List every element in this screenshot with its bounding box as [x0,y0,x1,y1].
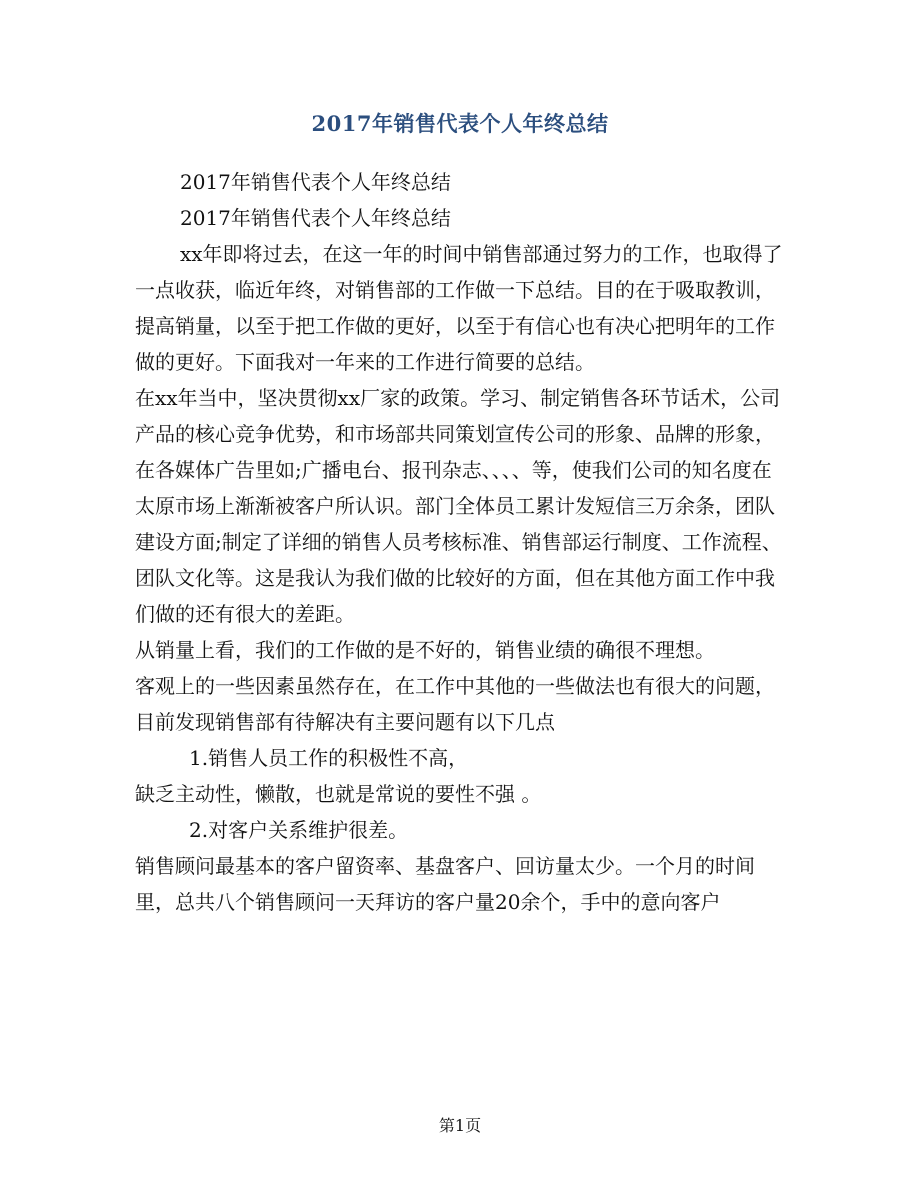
paragraph: xx年即将过去，在这一年的时间中销售部通过努力的工作，也取得了一点收获，临近年终，对销售部的工作做一下总结。目的在于吸取教训，提高销量，以至于把工作做的更好，以至于有信心也有决心把明年的工作做的更好。下面我对一年来的工作进行简要的总结。 [135,242,783,374]
paragraph: 在xx年当中，坚决贯彻xx厂家的政策。学习、制定销售各环节话术，公司产品的核心竞争优势，和市场部共同策划宣传公司的形象、品牌的形象，在各媒体广告里如;广播电台、报刊杂志、、、、等，使我们公司的知名度在太原市场上渐渐被客户所认识。部门全体员工累计发短信三万余条，团队建设方面;制定了详细的销售人员考核标准、销售部运行制度、工作流程、团队文化等。这是我认为我们做的比较好的方面，但在其他方面工作中我们做的还有很大的差距。 [135,386,782,626]
document-title: 2017年销售代表个人年终总结 [311,111,609,136]
list-item: 2.对客户关系维护很差。 [189,818,409,842]
paragraph: 2017年销售代表个人年终总结 [180,206,451,230]
paragraph: 缺乏主动性，懒散，也就是常说的要性不强 。 [135,782,542,806]
list-item: 1.销售人员工作的积极性不高， [189,746,469,770]
paragraph: 销售顾问最基本的客户留资率、基盘客户、回访量太少。一个月的时间里，总共八个销售顾问一天拜访的客户量20余个，手中的意向客户 [135,854,755,914]
document-body [135,164,785,920]
paragraph: 2017年销售代表个人年终总结 [180,170,451,194]
paragraph: 客观上的一些因素虽然存在，在工作中其他的一些做法也有很大的问题，目前发现销售部有待解决有主要问题有以下几点 [135,674,775,734]
page-number: 第1页 [438,1116,482,1135]
paragraph: 从销量上看，我们的工作做的是不好的，销售业绩的确很不理想。 [135,638,715,662]
